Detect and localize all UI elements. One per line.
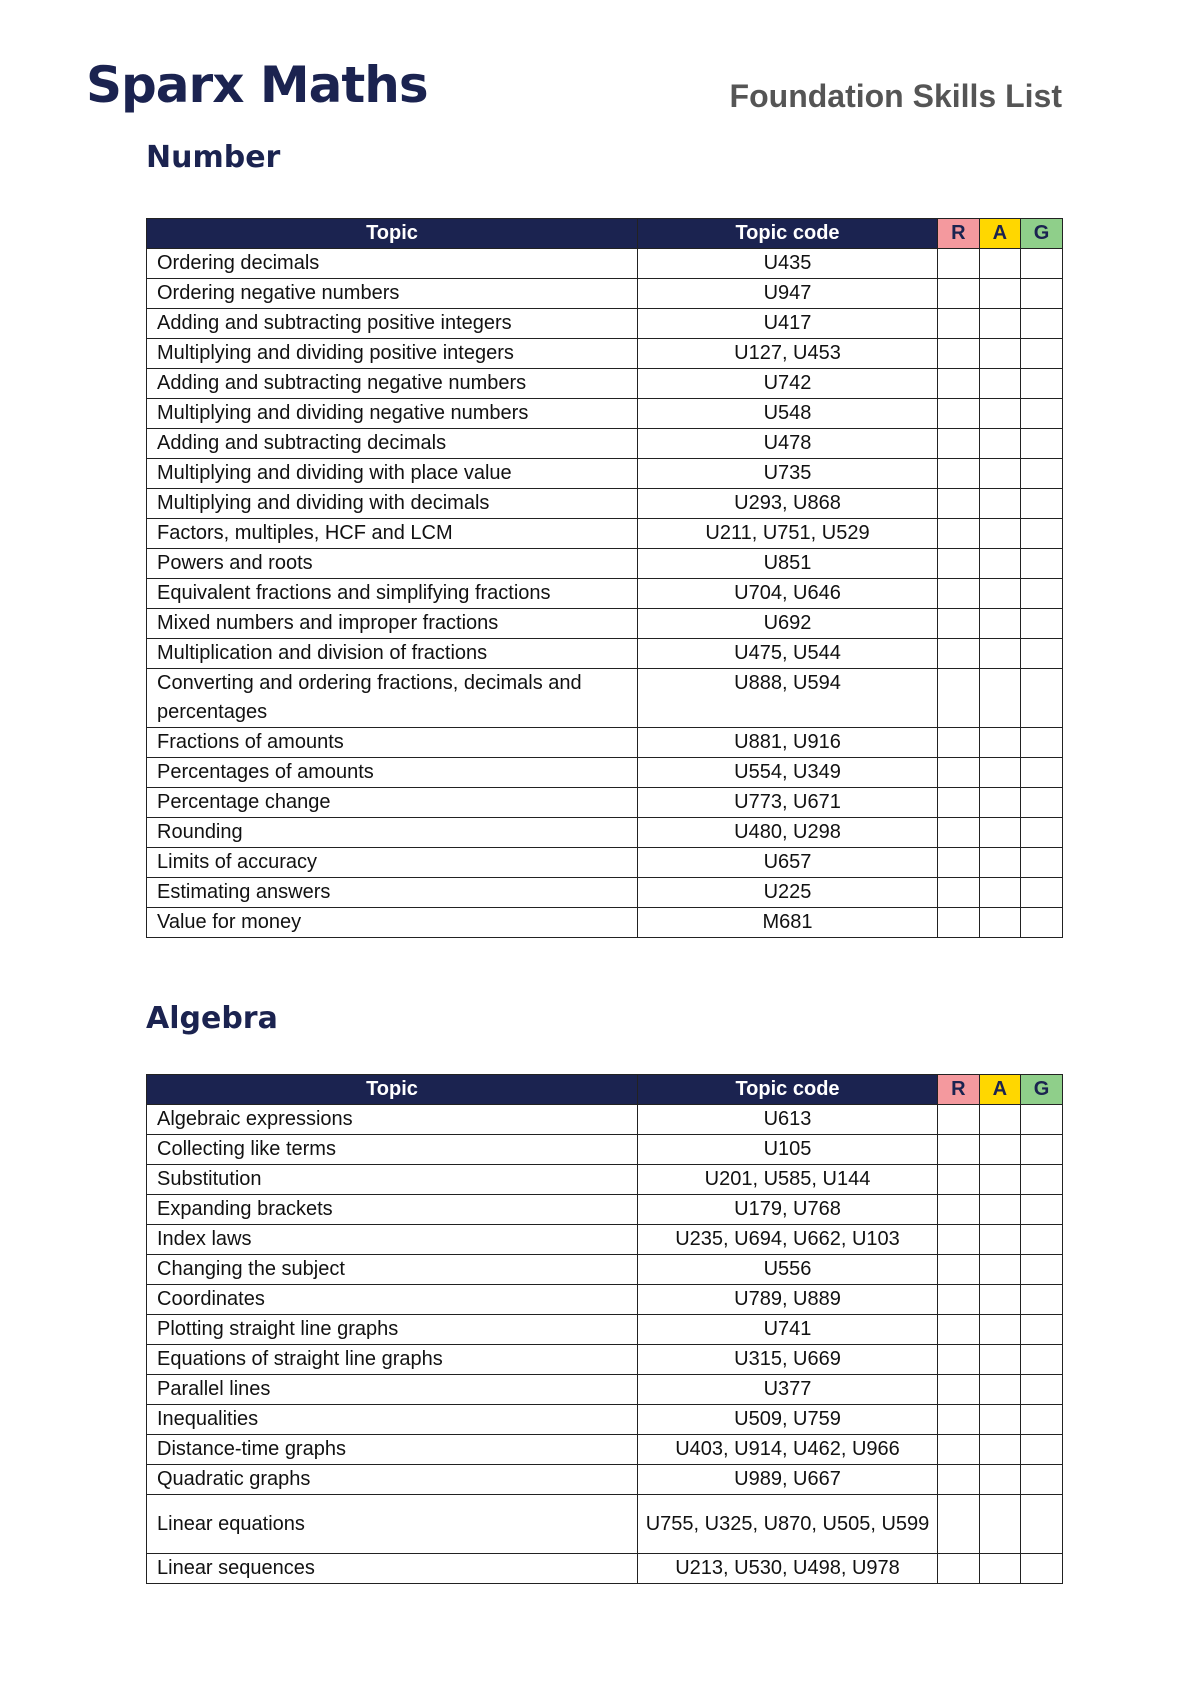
rag-green-cell[interactable] <box>1021 669 1063 728</box>
rag-green-cell[interactable] <box>1021 459 1063 489</box>
rag-amber-cell[interactable] <box>979 818 1021 848</box>
topic-cell: Inequalities <box>147 1405 638 1435</box>
table-row <box>147 878 1063 908</box>
topic-code-cell: U742 <box>638 369 938 399</box>
table-row <box>147 519 1063 549</box>
rag-green-cell[interactable] <box>1021 848 1063 878</box>
topic-cell: Quadratic graphs <box>147 1465 638 1495</box>
rag-red-cell[interactable] <box>938 1554 980 1584</box>
rag-amber-cell[interactable] <box>979 1465 1021 1495</box>
topic-cell: Plotting straight line graphs <box>147 1315 638 1345</box>
rag-green-cell[interactable] <box>1021 1315 1063 1345</box>
rag-red-cell[interactable] <box>938 639 980 669</box>
table-row <box>147 1285 1063 1315</box>
rag-amber-cell[interactable] <box>979 1285 1021 1315</box>
topic-cell: Distance-time graphs <box>147 1435 638 1465</box>
table-row <box>147 1375 1063 1405</box>
rag-amber-cell[interactable] <box>979 579 1021 609</box>
topic-code-cell: U554, U349 <box>638 758 938 788</box>
table-row <box>147 848 1063 878</box>
topic-cell: Coordinates <box>147 1285 638 1315</box>
topic-code-cell: U888, U594 <box>638 669 938 728</box>
rag-green-cell[interactable] <box>1021 1375 1063 1405</box>
rag-amber-cell[interactable] <box>979 1195 1021 1225</box>
rag-amber-cell[interactable] <box>979 1225 1021 1255</box>
rag-red-cell[interactable] <box>938 279 980 309</box>
topic-code-cell: U211, U751, U529 <box>638 519 938 549</box>
header-rag-green: G <box>1021 219 1063 249</box>
rag-red-cell[interactable] <box>938 848 980 878</box>
topic-cell: Mixed numbers and improper fractions <box>147 609 638 639</box>
rag-amber-cell[interactable] <box>979 878 1021 908</box>
rag-green-cell[interactable] <box>1021 1405 1063 1435</box>
rag-green-cell[interactable] <box>1021 728 1063 758</box>
rag-amber-cell[interactable] <box>979 639 1021 669</box>
rag-amber-cell[interactable] <box>979 339 1021 369</box>
header-rag-red: R <box>938 1075 980 1105</box>
topic-cell: Substitution <box>147 1165 638 1195</box>
rag-red-cell[interactable] <box>938 339 980 369</box>
rag-amber-cell[interactable] <box>979 549 1021 579</box>
rag-amber-cell[interactable] <box>979 489 1021 519</box>
table-row <box>147 728 1063 758</box>
header-topic: Topic <box>147 219 638 249</box>
table-header-row <box>147 1075 1063 1105</box>
table-row <box>147 1435 1063 1465</box>
topic-code-cell: U509, U759 <box>638 1405 938 1435</box>
rag-amber-cell[interactable] <box>979 848 1021 878</box>
topic-cell: Ordering negative numbers <box>147 279 638 309</box>
table-row <box>147 1135 1063 1165</box>
rag-green-cell[interactable] <box>1021 1225 1063 1255</box>
table-row <box>147 758 1063 788</box>
rag-amber-cell[interactable] <box>979 1315 1021 1345</box>
number-skills-table <box>146 218 1063 938</box>
table-row <box>147 369 1063 399</box>
rag-red-cell[interactable] <box>938 579 980 609</box>
rag-green-cell[interactable] <box>1021 878 1063 908</box>
rag-amber-cell[interactable] <box>979 369 1021 399</box>
table-header-row <box>147 219 1063 249</box>
rag-red-cell[interactable] <box>938 459 980 489</box>
header-rag-green: G <box>1021 1075 1063 1105</box>
rag-red-cell[interactable] <box>938 1105 980 1135</box>
topic-code-cell: U235, U694, U662, U103 <box>638 1225 938 1255</box>
rag-green-cell[interactable] <box>1021 309 1063 339</box>
rag-red-cell[interactable] <box>938 728 980 758</box>
table-row <box>147 339 1063 369</box>
rag-green-cell[interactable] <box>1021 579 1063 609</box>
rag-red-cell[interactable] <box>938 878 980 908</box>
rag-amber-cell[interactable] <box>979 249 1021 279</box>
topic-cell: Index laws <box>147 1225 638 1255</box>
header-topic-code: Topic code <box>638 1075 938 1105</box>
table-row <box>147 1405 1063 1435</box>
topic-code-cell: U548 <box>638 399 938 429</box>
table-row <box>147 1465 1063 1495</box>
topic-code-cell: U989, U667 <box>638 1465 938 1495</box>
section-title-number: Number <box>146 140 281 175</box>
topic-cell: Percentage change <box>147 788 638 818</box>
topic-code-cell: U704, U646 <box>638 579 938 609</box>
rag-red-cell[interactable] <box>938 1135 980 1165</box>
rag-green-cell[interactable] <box>1021 1495 1063 1554</box>
topic-cell: Percentages of amounts <box>147 758 638 788</box>
topic-code-cell: U315, U669 <box>638 1345 938 1375</box>
topic-cell: Powers and roots <box>147 549 638 579</box>
rag-green-cell[interactable] <box>1021 639 1063 669</box>
rag-amber-cell[interactable] <box>979 1375 1021 1405</box>
rag-red-cell[interactable] <box>938 249 980 279</box>
rag-amber-cell[interactable] <box>979 1345 1021 1375</box>
topic-code-cell: U201, U585, U144 <box>638 1165 938 1195</box>
table-row <box>147 908 1063 938</box>
rag-amber-cell[interactable] <box>979 459 1021 489</box>
topic-code-cell: U293, U868 <box>638 489 938 519</box>
topic-code-cell: U105 <box>638 1135 938 1165</box>
topic-code-cell: U947 <box>638 279 938 309</box>
rag-amber-cell[interactable] <box>979 309 1021 339</box>
header-rag-red: R <box>938 219 980 249</box>
topic-cell: Multiplying and dividing negative numbers <box>147 399 638 429</box>
table-row <box>147 579 1063 609</box>
topic-cell: Expanding brackets <box>147 1195 638 1225</box>
rag-green-cell[interactable] <box>1021 1554 1063 1584</box>
topic-code-cell: U417 <box>638 309 938 339</box>
topic-code-cell: U773, U671 <box>638 788 938 818</box>
rag-green-cell[interactable] <box>1021 1135 1063 1165</box>
rag-amber-cell[interactable] <box>979 429 1021 459</box>
rag-green-cell[interactable] <box>1021 818 1063 848</box>
table-row <box>147 1495 1063 1554</box>
table-row <box>147 1255 1063 1285</box>
rag-red-cell[interactable] <box>938 1165 980 1195</box>
rag-red-cell[interactable] <box>938 669 980 728</box>
rag-red-cell[interactable] <box>938 1225 980 1255</box>
rag-amber-cell[interactable] <box>979 669 1021 728</box>
table-row <box>147 669 1063 728</box>
topic-cell: Estimating answers <box>147 878 638 908</box>
table-row <box>147 1554 1063 1584</box>
topic-code-cell: U127, U453 <box>638 339 938 369</box>
table-row <box>147 788 1063 818</box>
topic-code-cell: U377 <box>638 1375 938 1405</box>
table-row <box>147 459 1063 489</box>
rag-red-cell[interactable] <box>938 399 980 429</box>
table-row <box>147 639 1063 669</box>
table-row <box>147 279 1063 309</box>
topic-cell: Multiplying and dividing positive integers <box>147 339 638 369</box>
topic-cell: Equivalent fractions and simplifying fractions <box>147 579 638 609</box>
rag-amber-cell[interactable] <box>979 1405 1021 1435</box>
topic-code-cell: U435 <box>638 249 938 279</box>
rag-green-cell[interactable] <box>1021 399 1063 429</box>
rag-amber-cell[interactable] <box>979 1495 1021 1554</box>
topic-cell: Linear sequences <box>147 1554 638 1584</box>
topic-cell: Multiplying and dividing with decimals <box>147 489 638 519</box>
rag-amber-cell[interactable] <box>979 519 1021 549</box>
table-row <box>147 1345 1063 1375</box>
table-row <box>147 609 1063 639</box>
rag-green-cell[interactable] <box>1021 1165 1063 1195</box>
rag-amber-cell[interactable] <box>979 399 1021 429</box>
header-topic-code: Topic code <box>638 219 938 249</box>
table-row <box>147 399 1063 429</box>
rag-red-cell[interactable] <box>938 1285 980 1315</box>
topic-code-cell: U613 <box>638 1105 938 1135</box>
rag-red-cell[interactable] <box>938 1315 980 1345</box>
rag-green-cell[interactable] <box>1021 489 1063 519</box>
rag-amber-cell[interactable] <box>979 1435 1021 1465</box>
topic-cell: Value for money <box>147 908 638 938</box>
rag-green-cell[interactable] <box>1021 609 1063 639</box>
topic-cell: Multiplying and dividing with place value <box>147 459 638 489</box>
rag-red-cell[interactable] <box>938 519 980 549</box>
topic-code-cell: U851 <box>638 549 938 579</box>
rag-red-cell[interactable] <box>938 1435 980 1465</box>
topic-code-cell: U881, U916 <box>638 728 938 758</box>
table-row <box>147 429 1063 459</box>
rag-amber-cell[interactable] <box>979 279 1021 309</box>
topic-cell: Adding and subtracting positive integers <box>147 309 638 339</box>
topic-code-cell: U735 <box>638 459 938 489</box>
rag-green-cell[interactable] <box>1021 429 1063 459</box>
topic-cell: Equations of straight line graphs <box>147 1345 638 1375</box>
table-row <box>147 309 1063 339</box>
topic-cell: Ordering decimals <box>147 249 638 279</box>
rag-red-cell[interactable] <box>938 758 980 788</box>
topic-code-cell: U213, U530, U498, U978 <box>638 1554 938 1584</box>
rag-amber-cell[interactable] <box>979 788 1021 818</box>
topic-cell: Fractions of amounts <box>147 728 638 758</box>
topic-cell: Adding and subtracting negative numbers <box>147 369 638 399</box>
rag-red-cell[interactable] <box>938 1375 980 1405</box>
rag-amber-cell[interactable] <box>979 1105 1021 1135</box>
topic-cell: Rounding <box>147 818 638 848</box>
topic-cell: Changing the subject <box>147 1255 638 1285</box>
rag-red-cell[interactable] <box>938 1345 980 1375</box>
topic-code-cell: U480, U298 <box>638 818 938 848</box>
rag-amber-cell[interactable] <box>979 758 1021 788</box>
table-row <box>147 1315 1063 1345</box>
rag-amber-cell[interactable] <box>979 908 1021 938</box>
rag-green-cell[interactable] <box>1021 549 1063 579</box>
topic-cell: Limits of accuracy <box>147 848 638 878</box>
topic-code-cell: U403, U914, U462, U966 <box>638 1435 938 1465</box>
rag-green-cell[interactable] <box>1021 369 1063 399</box>
topic-cell: Adding and subtracting decimals <box>147 429 638 459</box>
rag-green-cell[interactable] <box>1021 1465 1063 1495</box>
table-row <box>147 818 1063 848</box>
rag-red-cell[interactable] <box>938 609 980 639</box>
rag-green-cell[interactable] <box>1021 1285 1063 1315</box>
rag-green-cell[interactable] <box>1021 519 1063 549</box>
document-title: Foundation Skills List <box>729 78 1062 114</box>
rag-red-cell[interactable] <box>938 1405 980 1435</box>
rag-amber-cell[interactable] <box>979 1255 1021 1285</box>
rag-amber-cell[interactable] <box>979 1554 1021 1584</box>
table-row <box>147 1165 1063 1195</box>
table-row <box>147 1225 1063 1255</box>
rag-red-cell[interactable] <box>938 429 980 459</box>
rag-red-cell[interactable] <box>938 369 980 399</box>
topic-cell: Multiplication and division of fractions <box>147 639 638 669</box>
table-row <box>147 1195 1063 1225</box>
topic-code-cell: U755, U325, U870, U505, U599 <box>638 1495 938 1554</box>
rag-green-cell[interactable] <box>1021 908 1063 938</box>
topic-code-cell: U478 <box>638 429 938 459</box>
rag-red-cell[interactable] <box>938 788 980 818</box>
rag-green-cell[interactable] <box>1021 339 1063 369</box>
table-row <box>147 549 1063 579</box>
rag-red-cell[interactable] <box>938 489 980 519</box>
rag-green-cell[interactable] <box>1021 788 1063 818</box>
rag-red-cell[interactable] <box>938 818 980 848</box>
rag-amber-cell[interactable] <box>979 1135 1021 1165</box>
topic-code-cell: U225 <box>638 878 938 908</box>
table-row <box>147 249 1063 279</box>
header-rag-amber: A <box>979 219 1021 249</box>
topic-cell: Linear equations <box>147 1495 638 1554</box>
topic-cell: Factors, multiples, HCF and LCM <box>147 519 638 549</box>
algebra-skills-table <box>146 1074 1063 1584</box>
rag-green-cell[interactable] <box>1021 1195 1063 1225</box>
topic-cell: Algebraic expressions <box>147 1105 638 1135</box>
topic-code-cell: U179, U768 <box>638 1195 938 1225</box>
rag-red-cell[interactable] <box>938 1195 980 1225</box>
rag-red-cell[interactable] <box>938 549 980 579</box>
topic-cell: Parallel lines <box>147 1375 638 1405</box>
topic-code-cell: U741 <box>638 1315 938 1345</box>
brand-logo: Sparx Maths <box>86 56 428 114</box>
topic-code-cell: U692 <box>638 609 938 639</box>
rag-red-cell[interactable] <box>938 1255 980 1285</box>
rag-green-cell[interactable] <box>1021 1105 1063 1135</box>
topic-code-cell: U475, U544 <box>638 639 938 669</box>
header-rag-amber: A <box>979 1075 1021 1105</box>
rag-green-cell[interactable] <box>1021 1435 1063 1465</box>
rag-amber-cell[interactable] <box>979 609 1021 639</box>
header-topic: Topic <box>147 1075 638 1105</box>
rag-green-cell[interactable] <box>1021 1345 1063 1375</box>
rag-red-cell[interactable] <box>938 1465 980 1495</box>
rag-amber-cell[interactable] <box>979 728 1021 758</box>
topic-cell: Converting and ordering fractions, decimals and percentages <box>147 669 638 728</box>
topic-code-cell: U556 <box>638 1255 938 1285</box>
section-title-algebra: Algebra <box>146 1001 278 1036</box>
rag-green-cell[interactable] <box>1021 249 1063 279</box>
topic-cell: Collecting like terms <box>147 1135 638 1165</box>
table-row <box>147 489 1063 519</box>
table-row <box>147 1105 1063 1135</box>
rag-red-cell[interactable] <box>938 1495 980 1554</box>
rag-red-cell[interactable] <box>938 908 980 938</box>
rag-green-cell[interactable] <box>1021 279 1063 309</box>
rag-green-cell[interactable] <box>1021 758 1063 788</box>
topic-code-cell: U789, U889 <box>638 1285 938 1315</box>
topic-code-cell: M681 <box>638 908 938 938</box>
rag-green-cell[interactable] <box>1021 1255 1063 1285</box>
topic-code-cell: U657 <box>638 848 938 878</box>
rag-red-cell[interactable] <box>938 309 980 339</box>
rag-amber-cell[interactable] <box>979 1165 1021 1195</box>
